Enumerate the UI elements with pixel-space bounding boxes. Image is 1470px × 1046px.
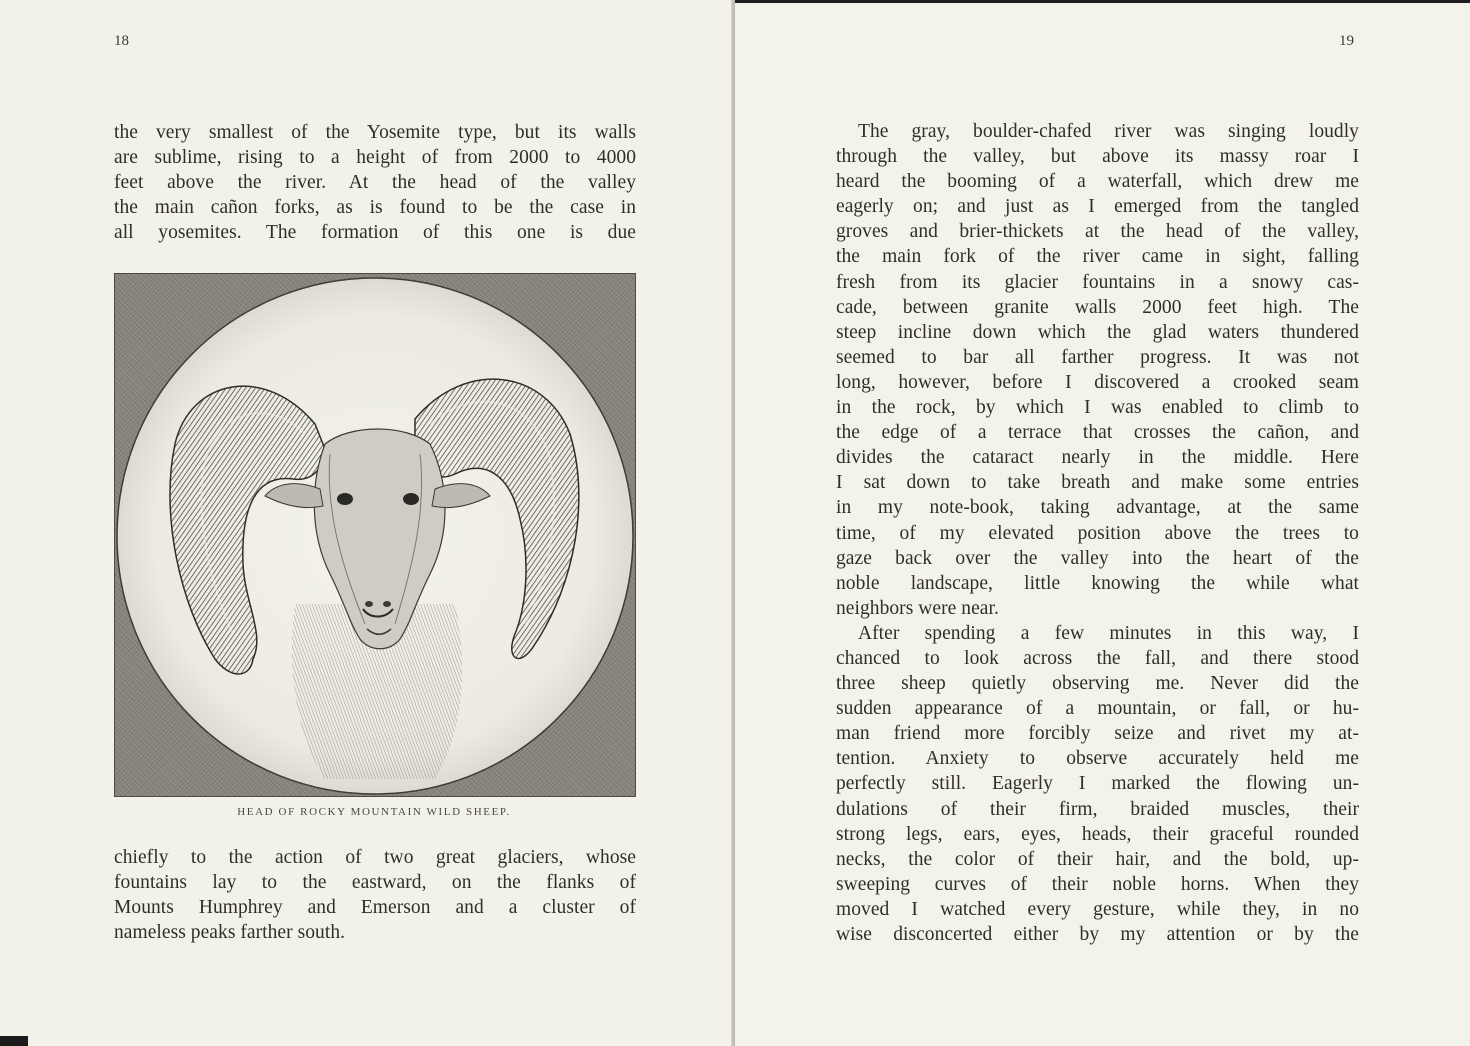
- text-line: sweeping curves of their noble horns. When they: [836, 873, 1359, 895]
- text-line: After spending a few minutes in this way, I: [858, 622, 1359, 644]
- text-line: the edge of a terrace that crosses the cañon, and: [836, 422, 1359, 444]
- text-line: in the rock, by which I was enabled to climb to: [836, 397, 1359, 419]
- page-number-left: 18: [114, 33, 129, 49]
- text-line: divides the cataract nearly in the middle. Here: [836, 447, 1359, 469]
- text-line: necks, the color of their hair, and the bold, up-: [836, 848, 1359, 870]
- scan-edge-top: [735, 0, 1470, 3]
- right-page: [735, 0, 1470, 1046]
- text-line: three sheep quietly observing me. Never did the: [836, 673, 1359, 695]
- text-line: the very smallest of the Yosemite type, but its walls: [114, 122, 636, 143]
- text-line: perfectly still. Eagerly I marked the flowing un-: [836, 773, 1359, 795]
- text-line: the main cañon forks, as is found to be the case in: [114, 197, 636, 219]
- text-line: the main fork of the river came in sight, falling: [836, 246, 1359, 268]
- text-line: through the valley, but above its massy roar I: [836, 146, 1359, 168]
- text-line: fresh from its glacier fountains in a snowy cas-: [836, 271, 1359, 293]
- text-line: wise disconcerted either by my attention or by the: [836, 924, 1359, 945]
- figure-caption: HEAD OF ROCKY MOUNTAIN WILD SHEEP.: [237, 806, 511, 818]
- text-line: I sat down to take breath and make some entries: [836, 472, 1359, 494]
- text-line: moved I watched every gesture, while they, in no: [836, 898, 1359, 920]
- ram-engraving: [114, 273, 636, 797]
- right-text: [836, 119, 1359, 947]
- text-line: Mounts Humphrey and Emerson and a cluster of: [114, 897, 636, 919]
- scan-edge-corner: [0, 1036, 28, 1046]
- text-line: noble landscape, little knowing the while what: [836, 572, 1359, 594]
- text-line: feet above the river. At the head of the valley: [114, 172, 636, 194]
- text-line: time, of my elevated position above the trees to: [836, 522, 1359, 544]
- text-line: all yosemites. The formation of this one is due: [114, 222, 636, 244]
- ram-head-illustration: [115, 274, 635, 796]
- text-line: chiefly to the action of two great glaciers, whose: [114, 847, 636, 868]
- left-page: [0, 0, 733, 1046]
- text-line: tention. Anxiety to observe accurately held me: [836, 748, 1359, 770]
- text-line: sudden appearance of a mountain, or fall, or hu-: [836, 698, 1359, 720]
- text-line: eagerly on; and just as I emerged from the tangled: [836, 196, 1359, 218]
- text-line: fountains lay to the eastward, on the flanks of: [114, 872, 636, 894]
- text-line: strong legs, ears, eyes, heads, their graceful rounded: [836, 823, 1359, 845]
- text-line: in my note-book, taking advantage, at the same: [836, 497, 1359, 519]
- text-line: long, however, before I discovered a crooked seam: [836, 371, 1359, 393]
- text-line: gaze back over the valley into the heart of the: [836, 547, 1359, 569]
- text-line: The gray, boulder-chafed river was singing loudly: [858, 121, 1359, 142]
- left-text-bottom: [114, 845, 636, 945]
- text-line: are sublime, rising to a height of from 2000 to 4000: [114, 147, 636, 169]
- text-line: neighbors were near.: [836, 597, 999, 619]
- text-line: cade, between granite walls 2000 feet high. The: [836, 296, 1359, 318]
- text-line: seemed to bar all farther progress. It was not: [836, 346, 1359, 368]
- page-number-right: 19: [1339, 33, 1354, 49]
- left-text-top: [114, 120, 636, 245]
- text-line: chanced to look across the fall, and there stood: [836, 647, 1359, 669]
- text-line: man friend more forcibly seize and rivet my at-: [836, 723, 1359, 745]
- text-line: groves and brier-thickets at the head of the valley,: [836, 221, 1359, 243]
- text-line: steep incline down which the glad waters thundered: [836, 321, 1359, 343]
- text-line: heard the booming of a waterfall, which drew me: [836, 171, 1359, 193]
- text-line: nameless peaks farther south.: [114, 922, 346, 944]
- text-line: dulations of their firm, braided muscles, their: [836, 798, 1359, 820]
